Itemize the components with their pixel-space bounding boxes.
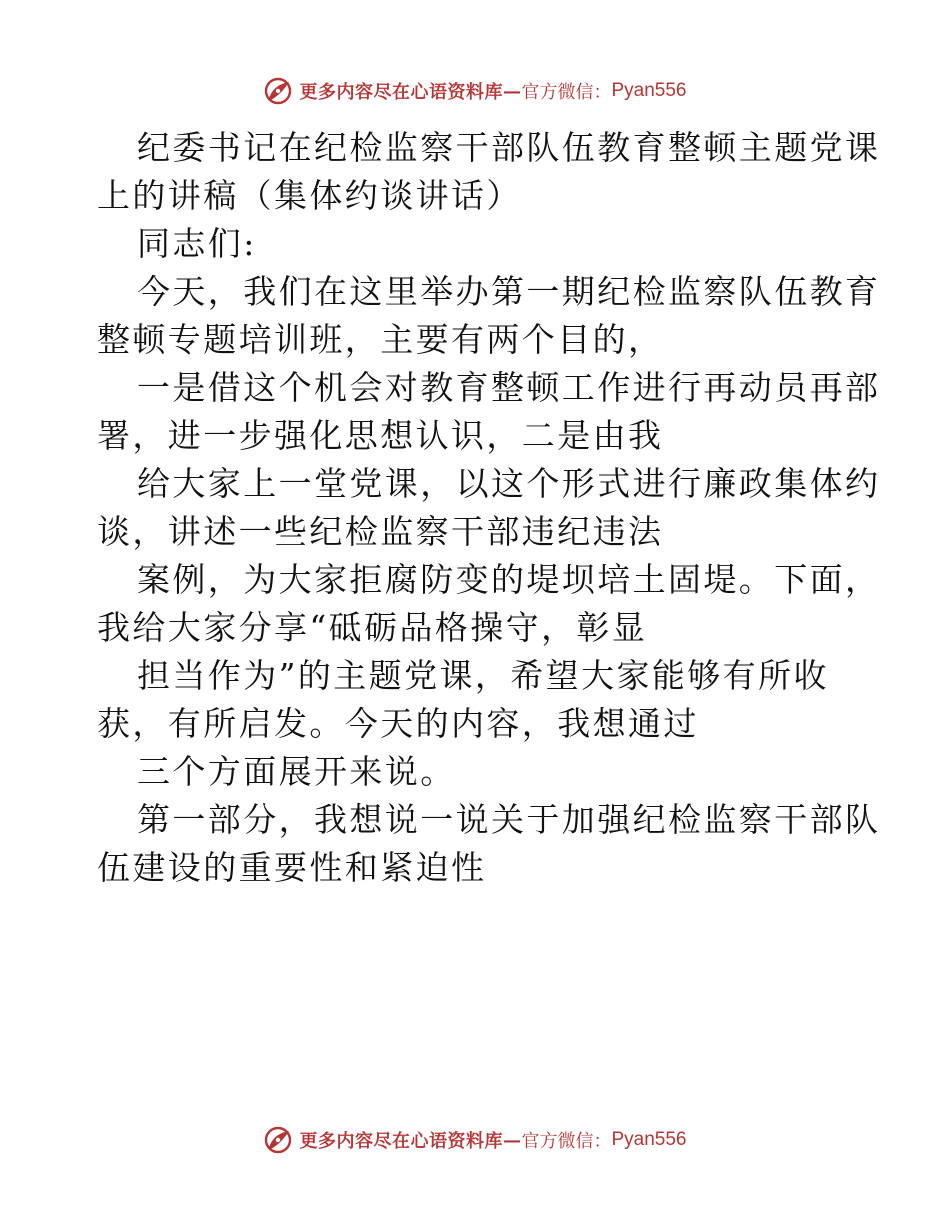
document-line: 三个方面展开来说。 [137, 752, 456, 791]
header-banner [0, 74, 950, 108]
document-line: 获，有所启发。今天的内容，我想通过 [97, 704, 699, 743]
document-line: 署，进一步强化思想认识，二是由我 [97, 416, 664, 455]
banner-wechat-id: Pyan556 [611, 1129, 687, 1150]
document-line: 同志们: [137, 224, 257, 263]
pen-nib-logo-icon [263, 76, 293, 106]
banner-main-text: 更多内容尽在心语资料库 [299, 82, 503, 103]
document-line: 整顿专题培训班，主要有两个目的， [97, 320, 664, 359]
document-body [97, 124, 881, 892]
document-line: 今天，我们在这里举办第一期纪检监察队伍教育 [137, 272, 881, 311]
document-line: 谈，讲述一些纪检监察干部违纪违法 [97, 512, 664, 551]
banner-main-text: 更多内容尽在心语资料库 [299, 1131, 503, 1152]
document-line: 伍建设的重要性和紧迫性 [97, 848, 487, 887]
pen-nib-logo-icon [263, 1125, 293, 1155]
document-line: 给大家上一堂党课，以这个形式进行廉政集体约 [137, 464, 881, 503]
document-line: 第一部分，我想说一说关于加强纪检监察干部队 [137, 800, 881, 839]
footer-banner [0, 1123, 950, 1157]
banner-wechat-label: 官方微信： [521, 1131, 612, 1152]
document-line: 上的讲稿（集体约谈讲话） [97, 176, 522, 215]
banner-wechat-id: Pyan556 [611, 80, 687, 101]
banner-wechat-label: 官方微信： [521, 82, 612, 103]
document-line: 案例，为大家拒腐防变的堤坝培土固堤。下面， [137, 560, 881, 599]
banner-separator: — [502, 1129, 522, 1151]
document-line: 担当作为”的主题党课，希望大家能够有所收 [137, 656, 829, 695]
document-line: 一是借这个机会对教育整顿工作进行再动员再部 [137, 368, 881, 407]
document-line: 纪委书记在纪检监察干部队伍教育整顿主题党课 [137, 128, 881, 167]
banner-separator: — [502, 80, 522, 102]
document-line: 我给大家分享“砥砺品格操守，彰显 [97, 608, 648, 647]
